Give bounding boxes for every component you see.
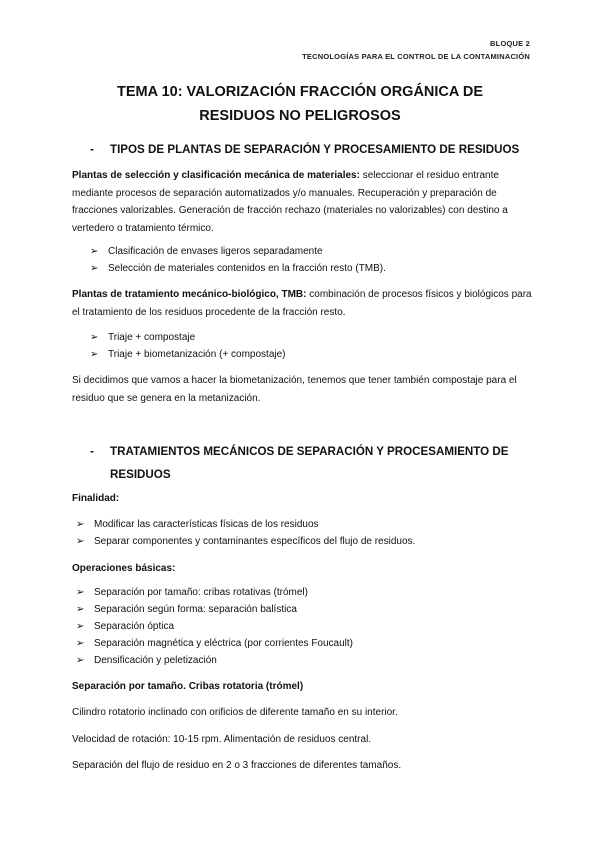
term-tmb: Plantas de tratamiento mecánico-biológico, TMB: [72, 289, 307, 300]
arrowhead-bullet-icon: ➢ [76, 604, 85, 615]
arrowhead-bullet-icon: ➢ [90, 332, 99, 343]
arrowhead-bullet-icon: ➢ [90, 263, 99, 274]
section-heading-text [110, 440, 530, 486]
header-subject: TECNOLOGÍAS PARA EL CONTROL DE LA CONTAMINACIÓN [302, 52, 530, 61]
section-heading-line-1: TRATAMIENTOS MECÁNICOS DE SEPARACIÓN Y PROCESAMIENTO DE [110, 445, 509, 458]
arrowhead-bullet-icon: ➢ [76, 519, 85, 530]
list-item-text: Clasificación de envases ligeros separadamente [108, 246, 323, 257]
label-finalidad: Finalidad: [72, 493, 120, 504]
list-item-text: Separación según forma: separación balística [94, 604, 297, 615]
section-dash: - [90, 143, 94, 156]
list-item-text: Selección de materiales contenidos en la fracción resto (TMB). [108, 263, 386, 274]
list-item-text: Separar componentes y contaminantes específicos del flujo de residuos. [94, 536, 416, 547]
list-item-text: Triaje + biometanización (+ compostaje) [108, 349, 286, 360]
list-item-text: Separación óptica [94, 621, 175, 632]
arrowhead-bullet-icon: ➢ [90, 246, 99, 257]
arrowhead-bullet-icon: ➢ [76, 587, 85, 598]
title-line-2: RESIDUOS NO PELIGROSOS [199, 108, 401, 124]
definition-plantas-seleccion: seleccionar el residuo entrante mediante procesos de separación automatizados y/o manuales. Recuperación y preparación de fracciones valorizables. Generación de fracción rechazo (materiales no valorizables) con destino a vertedero o tratamiento térmico. [72, 170, 508, 234]
label-operaciones: Operaciones básicas: [72, 563, 176, 574]
paragraph-tmb [72, 286, 532, 321]
paragraph-separacion: Separación del flujo de residuo en 2 o 3 fracciones de diferentes tamaños. [72, 760, 402, 771]
paragraph-velocidad: Velocidad de rotación: 10-15 rpm. Alimentación de residuos central. [72, 734, 372, 745]
arrowhead-bullet-icon: ➢ [76, 621, 85, 632]
header-bloque: BLOQUE 2 [490, 39, 530, 48]
arrowhead-bullet-icon: ➢ [76, 536, 85, 547]
paragraph-plantas-seleccion [72, 167, 532, 237]
arrowhead-bullet-icon: ➢ [90, 349, 99, 360]
list-item-text: Separación magnética y eléctrica (por corrientes Foucault) [94, 638, 354, 649]
subheading-cribas: Separación por tamaño. Cribas rotatoria (trómel) [72, 681, 304, 692]
arrowhead-bullet-icon: ➢ [76, 638, 85, 649]
list-item-text: Modificar las características físicas de los residuos [94, 519, 319, 530]
title-line-1: TEMA 10: VALORIZACIÓN FRACCIÓN ORGÁNICA DE [117, 84, 483, 100]
definition-tmb: combinación de procesos físicos y biológicos para el tratamiento de los residuos procedente de la fracción resto. [72, 289, 532, 318]
section-heading-line-2: RESIDUOS [110, 468, 171, 481]
paragraph-biometanizacion: Si decidimos que vamos a hacer la biometanización, tenemos que tener también compostaje para el residuo que se genera en la metanización. [72, 375, 517, 404]
paragraph-cilindro: Cilindro rotatorio inclinado con orificios de diferente tamaño en su interior. [72, 707, 398, 718]
list-item-text: Triaje + compostaje [108, 332, 196, 343]
arrowhead-bullet-icon: ➢ [76, 655, 85, 666]
term-plantas-seleccion: Plantas de selección y clasificación mecánica de materiales: [72, 170, 360, 181]
list-item-text: Densificación y peletización [94, 655, 217, 666]
list-item-text: Separación por tamaño: cribas rotativas (trómel) [94, 587, 308, 598]
section-heading-text: TIPOS DE PLANTAS DE SEPARACIÓN Y PROCESAMIENTO DE RESIDUOS [110, 143, 520, 156]
page-title [72, 80, 528, 128]
section-dash: - [90, 445, 94, 458]
